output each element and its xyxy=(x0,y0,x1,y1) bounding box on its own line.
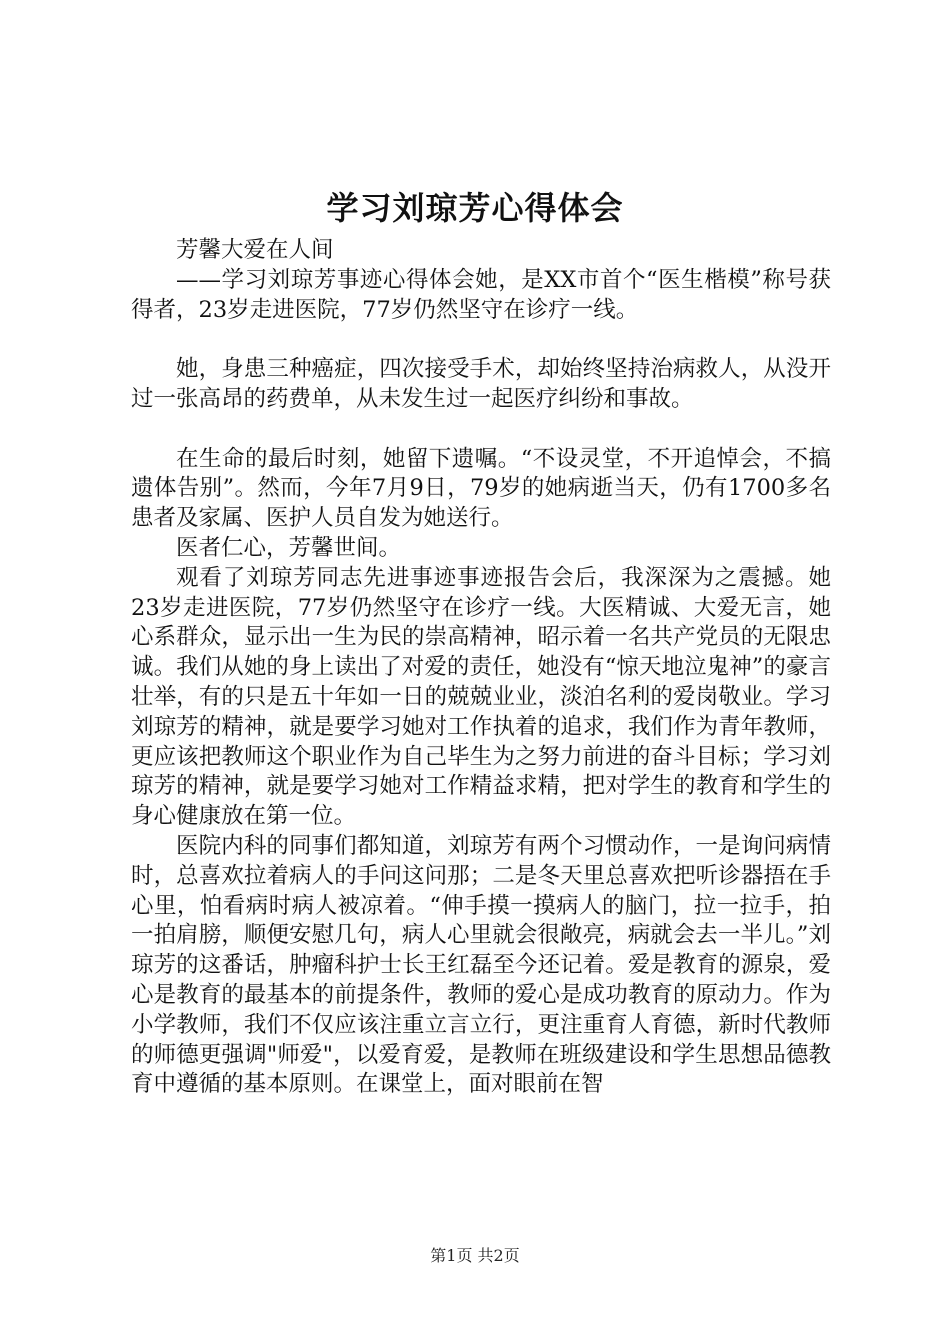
paragraph-reflection: 观看了刘琼芳同志先进事迹事迹报告会后，我深深为之震撼。她23岁走进医院，77岁仍然坚守在诊疗一线。大医精诚、大爱无言，她心系群众，显示出一生为民的崇高精神，昭示着一名共产党员的无限忠诚。我们从她的身上读出了对爱的责任，她没有“惊天地泣鬼神”的豪言壮举，有的只是五十年如一日的兢兢业业，淡泊名利的爱岗敬业。学习刘琼芳的精神，就是要学习她对工作执着的追求，我们作为青年教师，更应该把教师这个职业作为自己毕生为之努力前进的奋斗目标；学习刘琼芳的精神，就是要学习她对工作精益求精，把对学生的教育和学生的身心健康放在第一位。 xyxy=(131,564,831,830)
page-number-footer: 第1页 共2页 xyxy=(430,1246,520,1265)
paragraph-habits: 医院内科的同事们都知道，刘琼芳有两个习惯动作，一是询问病情时，总喜欢拉着病人的手问这问那；二是冬天里总喜欢把听诊器捂在手心里，怕看病时病人被凉着。“伸手摸一摸病人的脑门，拉一拉手，拍一拍肩膀，顺便安慰几句，病人心里就会很敞亮，病就会去一半儿。”刘琼芳的这番话，肿瘤科护士长王红磊至今还记着。爱是教育的源泉，爱心是教育的最基本的前提条件，教师的爱心是成功教育的原动力。作为小学教师，我们不仅应该注重立言立行，更注重育人育德，新时代教师的师德更强调"师爱"，以爱育爱，是教师在班级建设和学生思想品德教育中遵循的基本原则。在课堂上，面对眼前在智 xyxy=(131,832,831,1098)
document-title: 学习刘琼芳心得体会 xyxy=(326,189,624,227)
paragraph-last-moment: 在生命的最后时刻，她留下遗嘱。“不设灵堂，不开追悼会，不搞遗体告别”。然而，今年7月9日，79岁的她病逝当天，仍有1700多名患者及家属、医护人员自发为她送行。 xyxy=(131,445,831,532)
document-body xyxy=(131,236,831,1100)
paragraph-subtitle: 芳馨大爱在人间 xyxy=(176,237,334,263)
paragraph-intro: ——学习刘琼芳事迹心得体会她，是XX市首个“医生楷模”称号获得者，23岁走进医院，77岁仍然坚守在诊疗一线。 xyxy=(131,266,831,323)
paragraph-motto: 医者仁心，芳馨世间。 xyxy=(176,534,402,561)
paragraph-illness: 她，身患三种癌症，四次接受手术，却始终坚持治病救人，从没开过一张高昂的药费单，从未发生过一起医疗纠纷和事故。 xyxy=(131,356,831,412)
